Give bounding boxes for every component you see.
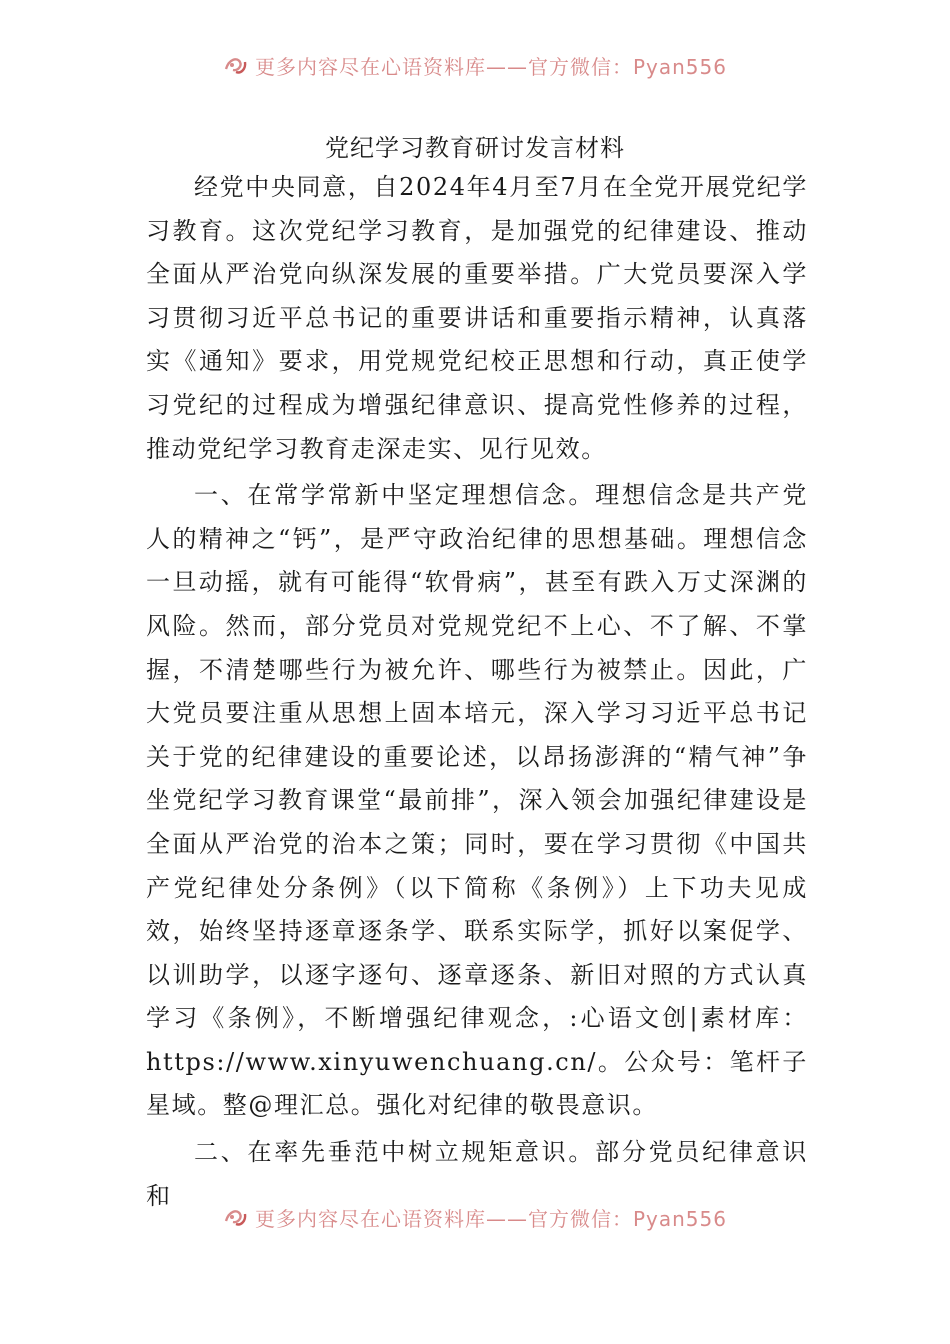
footer-watermark-text: 更多内容尽在心语资料库——官方微信：Pyan556 xyxy=(254,1208,727,1231)
brand-logo-icon xyxy=(223,1208,249,1228)
body-paragraph-section-two: 二、在率先垂范中树立规矩意识。部分党员纪律意识和 xyxy=(146,1138,808,1210)
document-title: 党纪学习教育研讨发言材料 xyxy=(325,134,625,162)
document-body xyxy=(146,166,808,1221)
body-paragraph-intro: 经党中央同意，自2024年4月至7月在全党开展党纪学习教育。这次党纪学习教育，是加强党的纪律建设、推动全面从严治党向纵深发展的重要举措。广大党员要深入学习贯彻习近平总书记的重要讲话和重要指示精神，认真落实《通知》要求，用党规党纪校正思想和行动，真正使学习党纪的过程成为增强纪律意识、提高党性修养的过程，推动党纪学习教育走深走实、见行见效。 xyxy=(146,173,808,463)
brand-logo-icon xyxy=(223,56,249,76)
header-watermark-banner xyxy=(0,56,950,86)
footer-watermark-banner xyxy=(0,1208,950,1238)
header-watermark-text: 更多内容尽在心语资料库——官方微信：Pyan556 xyxy=(254,56,727,79)
body-paragraph-section-one: 一、在常学常新中坚定理想信念。理想信念是共产党人的精神之“钙”，是严守政治纪律的思想基础。理想信念一旦动摇，就有可能得“软骨病”，甚至有跌入万丈深渊的风险。然而，部分党员对党规党纪不上心、不了解、不掌握，不清楚哪些行为被允许、哪些行为被禁止。因此，广大党员要注重从思想上固本培元，深入学习习近平总书记关于党的纪律建设的重要论述，以昂扬澎湃的“精气神”争坐党纪学习教育课堂“最前排”，深入领会加强纪律建设是全面从严治党的治本之策；同时，要在学习贯彻《中国共产党纪律处分条例》（以下简称《条例》）上下功夫见成效，始终坚持逐章逐条学、联系实际学，抓好以案促学、以训助学，以逐字逐句、逐章逐条、新旧对照的方式认真学习《条例》，不断增强纪律观念，:心语文创|素材库：https://www.xinyuwenchuang.cn/。公众号：笔杆子星域。整@理汇总。强化对纪律的敬畏意识。 xyxy=(146,481,808,1120)
